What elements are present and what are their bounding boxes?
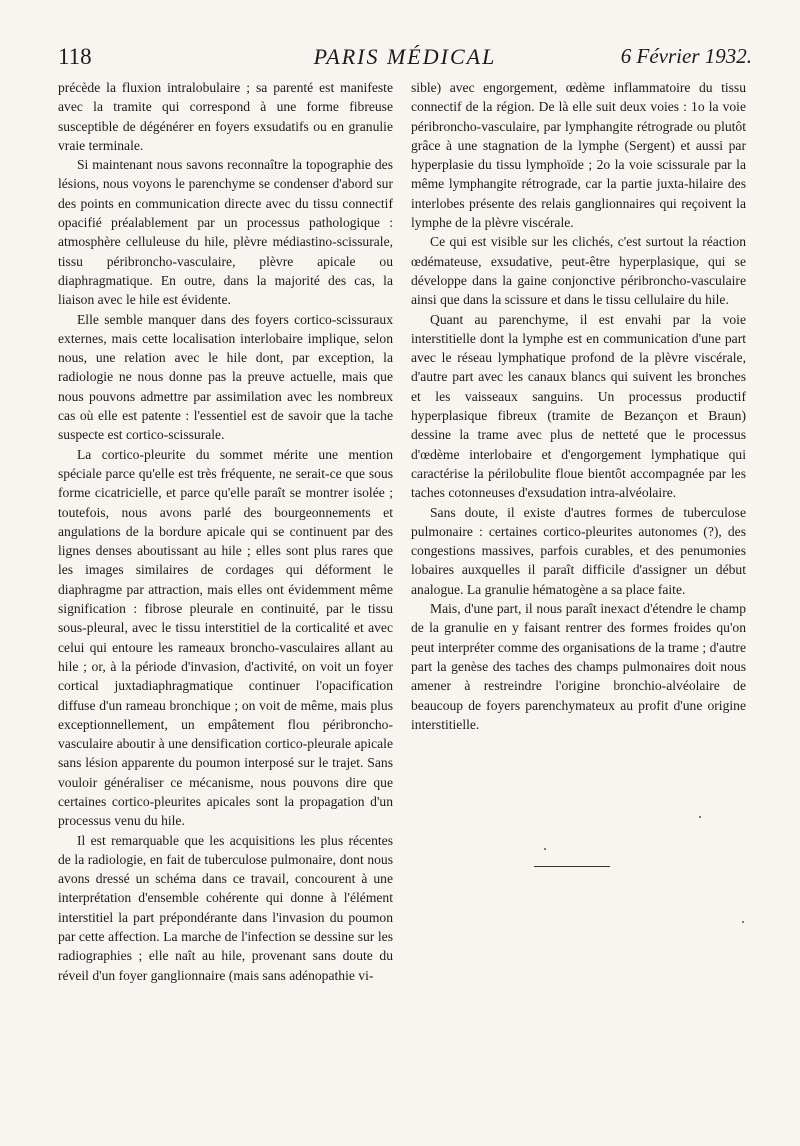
page-number: 118 xyxy=(58,44,92,69)
left-column xyxy=(58,78,393,985)
ink-speck xyxy=(544,848,546,850)
paragraph: Mais, d'une part, il nous paraît inexact d'étendre le champ de la granulie en y faisant rentrer des formes froides qu'on peut interpréter comme des organisations de la trame ; d'autre part la genèse des taches des champs pulmonaires doit nous amener à restreindre l'origine bronchio-alvéolaire de beaucoup de foyers parenchymateux au profit d'une origine interstitielle. xyxy=(411,601,746,732)
paragraph: Quant au parenchyme, il est envahi par la voie interstitielle dont la lymphe est en communication d'une part avec le réseau lymphatique profond de la plèvre viscérale, d'autre part avec les canaux blancs qui suivent les bronches et les vaisseaux sanguins. Un processus productif hyperplasique fibreux (tramite de Bezançon et Braun) dessine la trame avec plus de netteté que le processus d'œdème interlobaire et d'engorgement lymphatique qui caractérise la périlobulite floue bientôt accompagnée par les taches cotonneuses d'exsudation intra-alvéolaire. xyxy=(411,311,746,501)
page-header xyxy=(58,44,752,76)
journal-title: PARIS MÉDICAL xyxy=(313,44,497,69)
paragraph: Il est remarquable que les acquisitions les plus récentes de la radiologie, en fait de tuberculose pulmonaire, dont nous avons dressé un schéma dans ce travail, concourent à une interprétation d'ensemble cohérente qui donne à l'élément interstitiel la part prépondérante dans l'invasion du poumon par cette affection. La marche de l'infection se dessine sur les radiographies ; elle naît au hile, provenant sans doute du réveil d'un foyer ganglionnaire (mais sans adénopathie vi- xyxy=(58,832,393,983)
paragraph: précède la fluxion intralobulaire ; sa parenté est manifeste avec la tramite qui correspond à une forme fibreuse susceptible de dégénérer en foyers exsudatifs ou en granulie vraie terminale. xyxy=(58,80,393,153)
paragraph: La cortico-pleurite du sommet mérite une mention spéciale parce qu'elle est très fréquente, ne serait-ce que sous forme cicatricielle, et parce qu'elle paraît se montrer isolée ; toutefois, nous avons parlé des bourgeonnements et angulations de la bordure apicale qui se continuent par des lignes denses aboutissant au hile ; elles sont plus rares que les images similaires de cordages qui déforment le diaphragme par attraction, mais elles ont évidemment même signification : fibrose pleurale en continuité, par le tissu sous-pleural, avec le tissu interstitiel de la corticalité et avec celui qui entoure les rameaux broncho-vasculaires allant au hile ; or, à la période d'invasion, d'activité, on voit un foyer cortical juxtadiaphragmatique continuer l'opacification diffuse d'un rameau bronchique ; on voit de même, mais plus exceptionnellement, un empâtement flou péribroncho-vasculaire aboutir à une densification cortico-pleurale apicale sans lésion apparente du poumon interposé sur le trajet. Sans vouloir généraliser ce mécanisme, nous pouvons dire que certaines cortico-pleurites apicales sont la propagation d'un processus venu du hile. xyxy=(58,446,393,829)
paragraph: Elle semble manquer dans des foyers cortico-scissuraux externes, mais cette localisation interlobaire implique, selon nous, une relation avec le hile dont, par exception, la radiologie ne nous donne pas la preuve actuelle, mais que nous pouvons admettre par assimilation avec les nombreux cas où elle est patente : l'essentiel est de savoir que la tache suspecte est cortico-scissurale. xyxy=(58,311,393,443)
issue-date: 6 Février 1932. xyxy=(620,44,752,68)
ink-speck xyxy=(742,921,744,923)
right-column xyxy=(411,78,746,734)
section-end-rule xyxy=(534,866,610,867)
ink-speck xyxy=(699,816,701,818)
paragraph: Ce qui est visible sur les clichés, c'est surtout la réaction œdémateuse, exsudative, peut-être hyperplasique, qui se développe dans la gaine conjonctive péribroncho-vasculaire ainsi que dans la scissure et dans le tissu cellulaire du hile. xyxy=(411,234,746,308)
paragraph: sible) avec engorgement, œdème inflammatoire du tissu connectif de la région. De là elle suit deux voies : 1o la voie péribroncho-vasculaire, par lymphangite rétrograde ou plutôt grâce à une stagnation de la lymphe (Sergent) et aussi par hyperplasie du tissu lymphoïde ; 2o la voie scissurale par la même lymphangite rétrograde, car la partie juxta-hilaire des interlobes présente des relais ganglionnaires qui reçoivent la lymphe de la plèvre viscérale. xyxy=(411,80,746,231)
paragraph: Si maintenant nous savons reconnaître la topographie des lésions, nous voyons le parenchyme se condenser d'abord sur des points en communication directe avec du tissu connectif opacifié préalablement par un processus pathologique : atmosphère celluleuse du hile, plèvre médiastino-scissurale, tissu péribroncho-vasculaire, plèvre apicale ou diaphragmatique. En outre, dans la majorité des cas, la liaison avec le hile est évidente. xyxy=(58,157,393,308)
paragraph: Sans doute, il existe d'autres formes de tuberculose pulmonaire : certaines cortico-pleurites autonomes (?), des congestions massives, parfois curables, et des penumonies lobaires auxquelles il paraît difficile d'assigner un début analogue. La granulie hématogène a sa place faite. xyxy=(411,504,746,597)
